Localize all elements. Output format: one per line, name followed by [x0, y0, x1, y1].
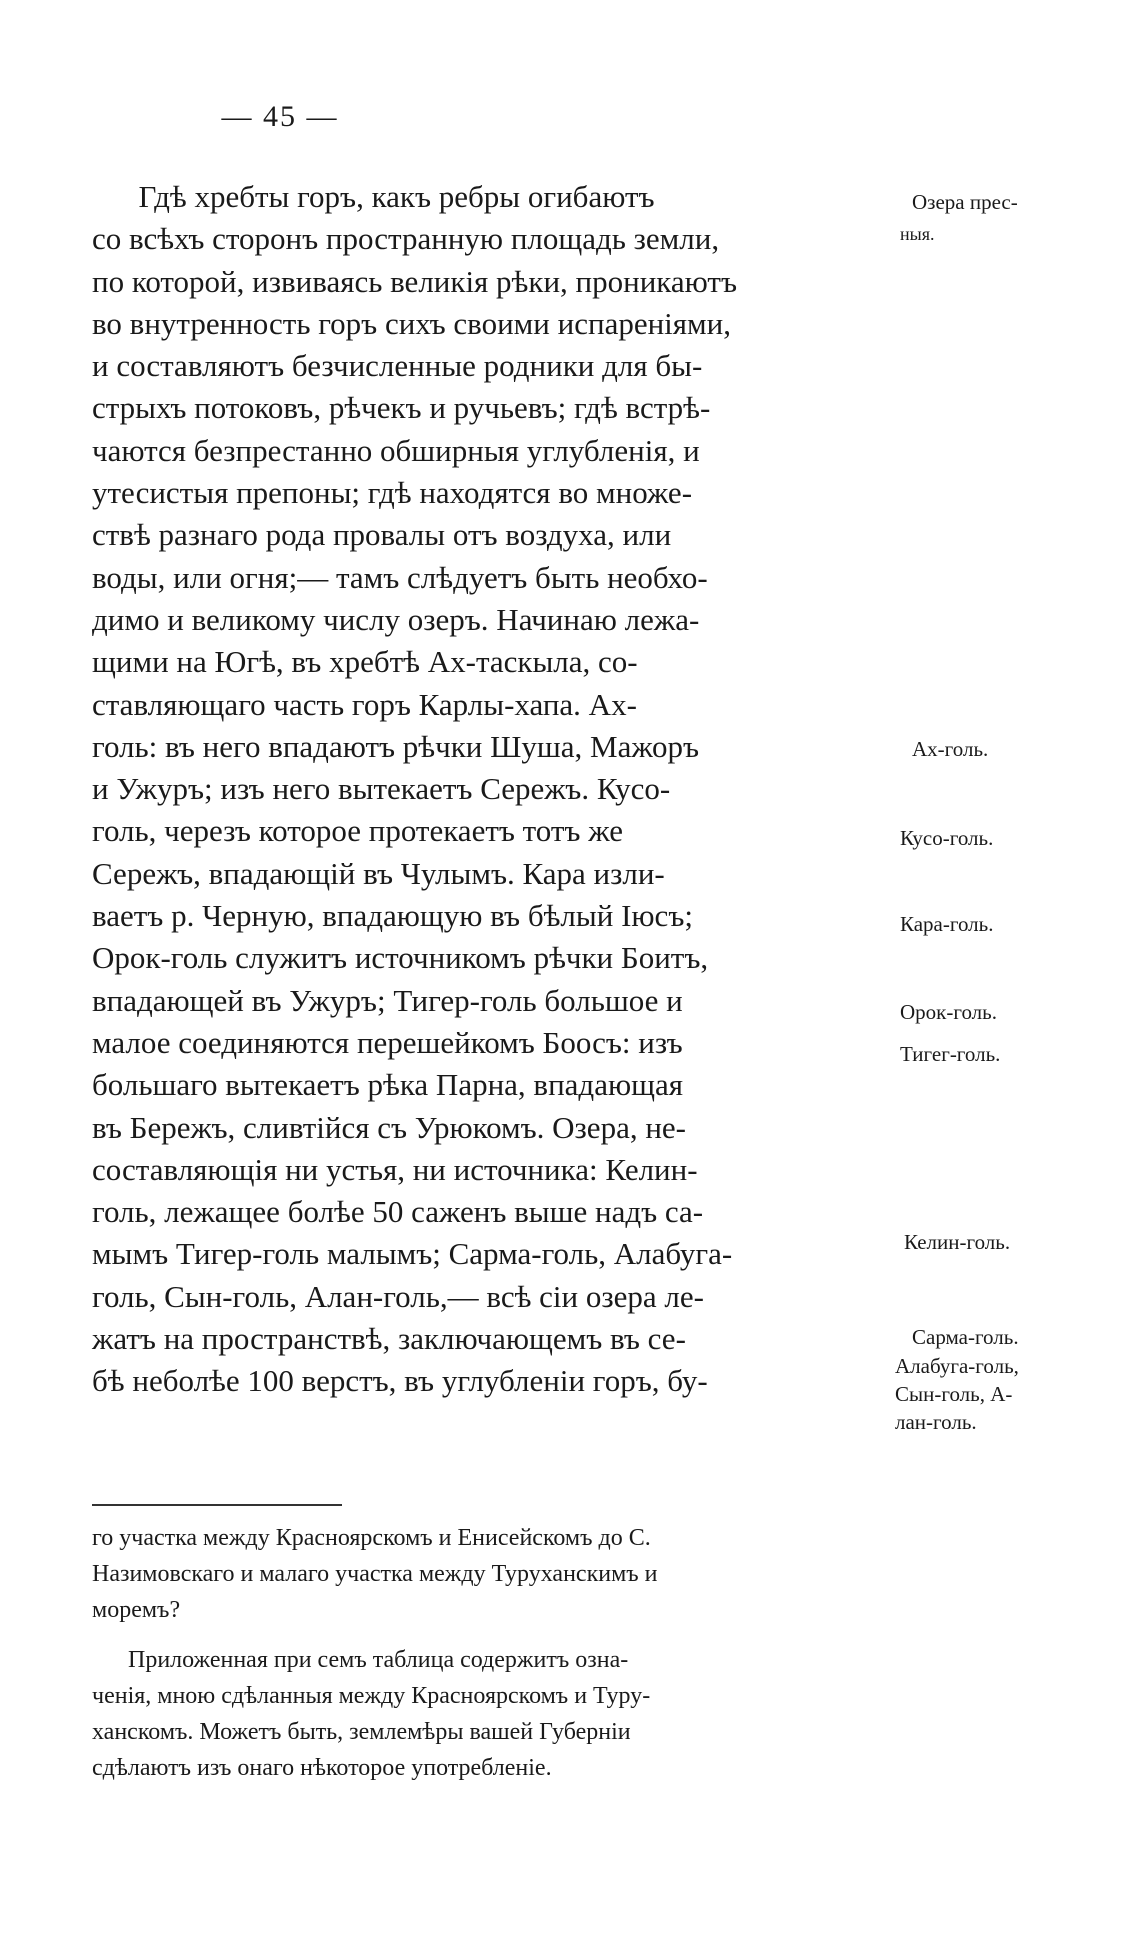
appendix-line: сдѣлаютъ изъ онаго нѣкоторое употребленіе. [92, 1755, 552, 1781]
margin-note-akh: Ах-голь. [912, 737, 989, 761]
appendix-line: Приложенная при семъ таблица содержитъ озна- [92, 1647, 629, 1673]
text-line: ствѣ разнаго рода провалы отъ воздуха, или [92, 517, 672, 553]
text-line: ваетъ р. Черную, впадающую въ бѣлый Іюсъ; [92, 898, 693, 934]
margin-note-syn: Сын-голь, А- [895, 1382, 1013, 1406]
footnote-line: Назимовскаго и малаго участка между Туруханскимъ и [92, 1561, 658, 1587]
margin-note-kuso: Кусо-голь. [900, 826, 994, 850]
text-line: Гдѣ хребты горъ, какъ ребры огибаютъ [92, 179, 655, 214]
text-line: во внутренность горъ сихъ своими испареніями, [92, 305, 732, 341]
text-line: жатъ на пространствѣ, заключающемъ въ се- [92, 1321, 686, 1357]
text-line: голь, черезъ которое протекаетъ тотъ же [92, 813, 623, 849]
text-line: со всѣхъ сторонъ пространную площадь земли, [92, 221, 720, 257]
margin-note-sarma: Сарма-голь. [912, 1325, 1019, 1349]
text-line: малое соединяются перешейкомъ Боосъ: изъ [92, 1024, 683, 1060]
text-line: мымъ Тигер-голь малымъ; Сарма-голь, Алабуга- [92, 1236, 733, 1272]
margin-note-orok: Орок-голь. [900, 1000, 997, 1024]
text-line: голь, лежащее болѣе 50 саженъ выше надъ са- [92, 1194, 704, 1230]
text-line: димо и великому числу озеръ. Начинаю лежа- [92, 601, 700, 637]
text-line: составляющія ни устья, ни источника: Келин- [92, 1151, 698, 1187]
margin-note-alabuga: Алабуга-голь, [895, 1354, 1019, 1378]
text-line: ставляющаго часть горъ Карлы-хапа. Ах- [92, 686, 637, 722]
main-text [92, 176, 892, 1403]
text-line: голь, Сын-голь, Алан-голь,— всѣ сіи озера ле- [92, 1278, 704, 1314]
appendix-line: ханскомъ. Можетъ быть, землемѣры вашей Губерніи [92, 1719, 631, 1745]
text-line: въ Бережъ, сливтійся съ Урюкомъ. Озера, не- [92, 1109, 686, 1145]
margin-note-tiger: Тигег-голь. [900, 1042, 1001, 1066]
footnote [92, 1520, 892, 1628]
text-line: Орок-голь служитъ источникомъ рѣчки Боитъ, [92, 940, 709, 976]
appendix-note [92, 1642, 892, 1786]
appendix-line: ченія, мною сдѣланныя между Красноярскомъ и Туру- [92, 1683, 651, 1709]
footnote-line: моремъ? [92, 1597, 181, 1623]
text-line: Сережъ, впадающій въ Чулымъ. Кара изли- [92, 855, 665, 891]
margin-note-ozera: Озера прес- [912, 190, 1018, 214]
text-line: стрыхъ потоковъ, рѣчекъ и ручьевъ; гдѣ встрѣ- [92, 390, 711, 426]
text-line: бѣ неболѣе 100 верстъ, въ углубленіи горъ, бу- [92, 1363, 708, 1399]
text-line: впадающей въ Ужуръ; Тигер-голь большое и [92, 982, 683, 1018]
text-line: по которой, извиваясь великія рѣки, проникаютъ [92, 263, 737, 299]
text-line: большаго вытекаетъ рѣка Парна, впадающая [92, 1067, 683, 1103]
text-line: щими на Югѣ, въ хребтѣ Ах-таскыла, со- [92, 644, 638, 680]
text-line: и Ужуръ; изъ него вытекаетъ Сережъ. Кусо- [92, 771, 671, 807]
margin-note-alan: лан-голь. [895, 1410, 977, 1434]
page-number: — 45 — [221, 100, 339, 133]
footnote-line: го участка между Красноярскомъ и Енисейскомъ до С. [92, 1525, 651, 1551]
footnote-rule [92, 1504, 342, 1506]
text-line: чаются безпрестанно обширныя углубленія, и [92, 432, 700, 468]
margin-note-kelin: Келин-голь. [904, 1230, 1011, 1254]
margin-note-kara: Кара-голь. [900, 912, 994, 936]
text-line: и составляютъ безчисленные родники для бы- [92, 348, 703, 384]
margin-note-ozera-cont: ныя. [900, 224, 935, 244]
text-line: голь: въ него впадаютъ рѣчки Шуша, Мажоръ [92, 728, 700, 764]
text-line: утесистыя препоны; гдѣ находятся во множе- [92, 475, 693, 511]
text-line: воды, или огня;— тамъ слѣдуетъ быть необхо- [92, 559, 708, 595]
